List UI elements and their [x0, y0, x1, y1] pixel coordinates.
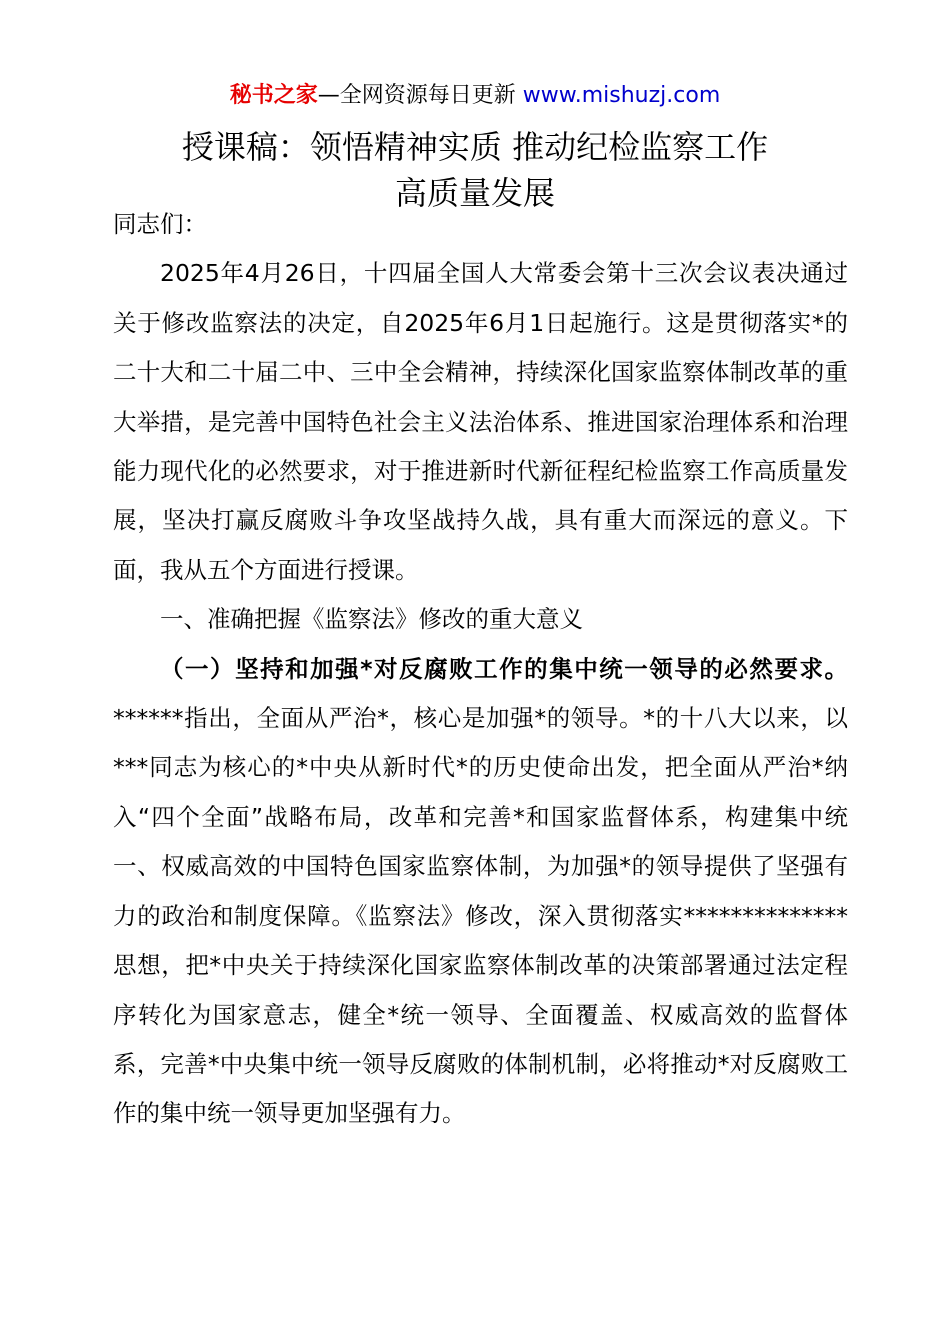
- salutation: 同志们：: [113, 210, 207, 238]
- site-slogan: —全网资源每日更新: [317, 83, 516, 108]
- site-header: [0, 80, 950, 112]
- subsection-paragraph-1: [113, 645, 848, 1139]
- intro-paragraph: 2025年4月26日，十四届全国人大常委会第十三次会议表决通过关于修改监察法的决定，自2025年6月1日起施行。这是贯彻落实*的二十大和二十届二中、三中全会精神，持续深化国家监察体制改革的重大举措，是完善中国特色社会主义法治体系、推进国家治理体系和治理能力现代化的必然要求，对于推进新时代新征程纪检监察工作高质量发展，坚决打赢反腐败斗争攻坚战持久战，具有重大而深远的意义。下面，我从五个方面进行授课。: [113, 259, 848, 584]
- site-url-link[interactable]: www.mishuzj.com: [522, 83, 721, 108]
- title-line-2: 高质量发展: [394, 174, 555, 212]
- subsection-heading-1: （一）坚持和加强*对反腐败工作的集中统一领导的必然要求。: [160, 654, 848, 683]
- document-body: [113, 200, 848, 1139]
- section-heading-1: 一、准确把握《监察法》修改的重大意义: [160, 605, 583, 634]
- subsection-text-1: ******指出，全面从严治*，核心是加强*的领导。*的十八大以来，以***同志为核心的*中央从新时代*的历史使命出发，把全面从严治*纳入“四个全面”战略布局，改革和完善*和国家监督体系，构建集中统一、权威高效的中国特色国家监察体制，为加强*的领导提供了坚强有力的政治和制度保障。《监察法》修改，深入贯彻落实**************思想，把*中央关于持续深化国家监察体制改革的决策部署通过法定程序转化为国家意志，健全*统一领导、全面覆盖、权威高效的监督体系，完善*中央集中统一领导反腐败的体制机制，必将推动*对反腐败工作的集中统一领导更加坚强有力。: [113, 704, 848, 1128]
- title-line-1: 授课稿：领悟精神实质 推动纪检监察工作: [181, 128, 769, 166]
- site-brand: 秘书之家: [229, 83, 318, 108]
